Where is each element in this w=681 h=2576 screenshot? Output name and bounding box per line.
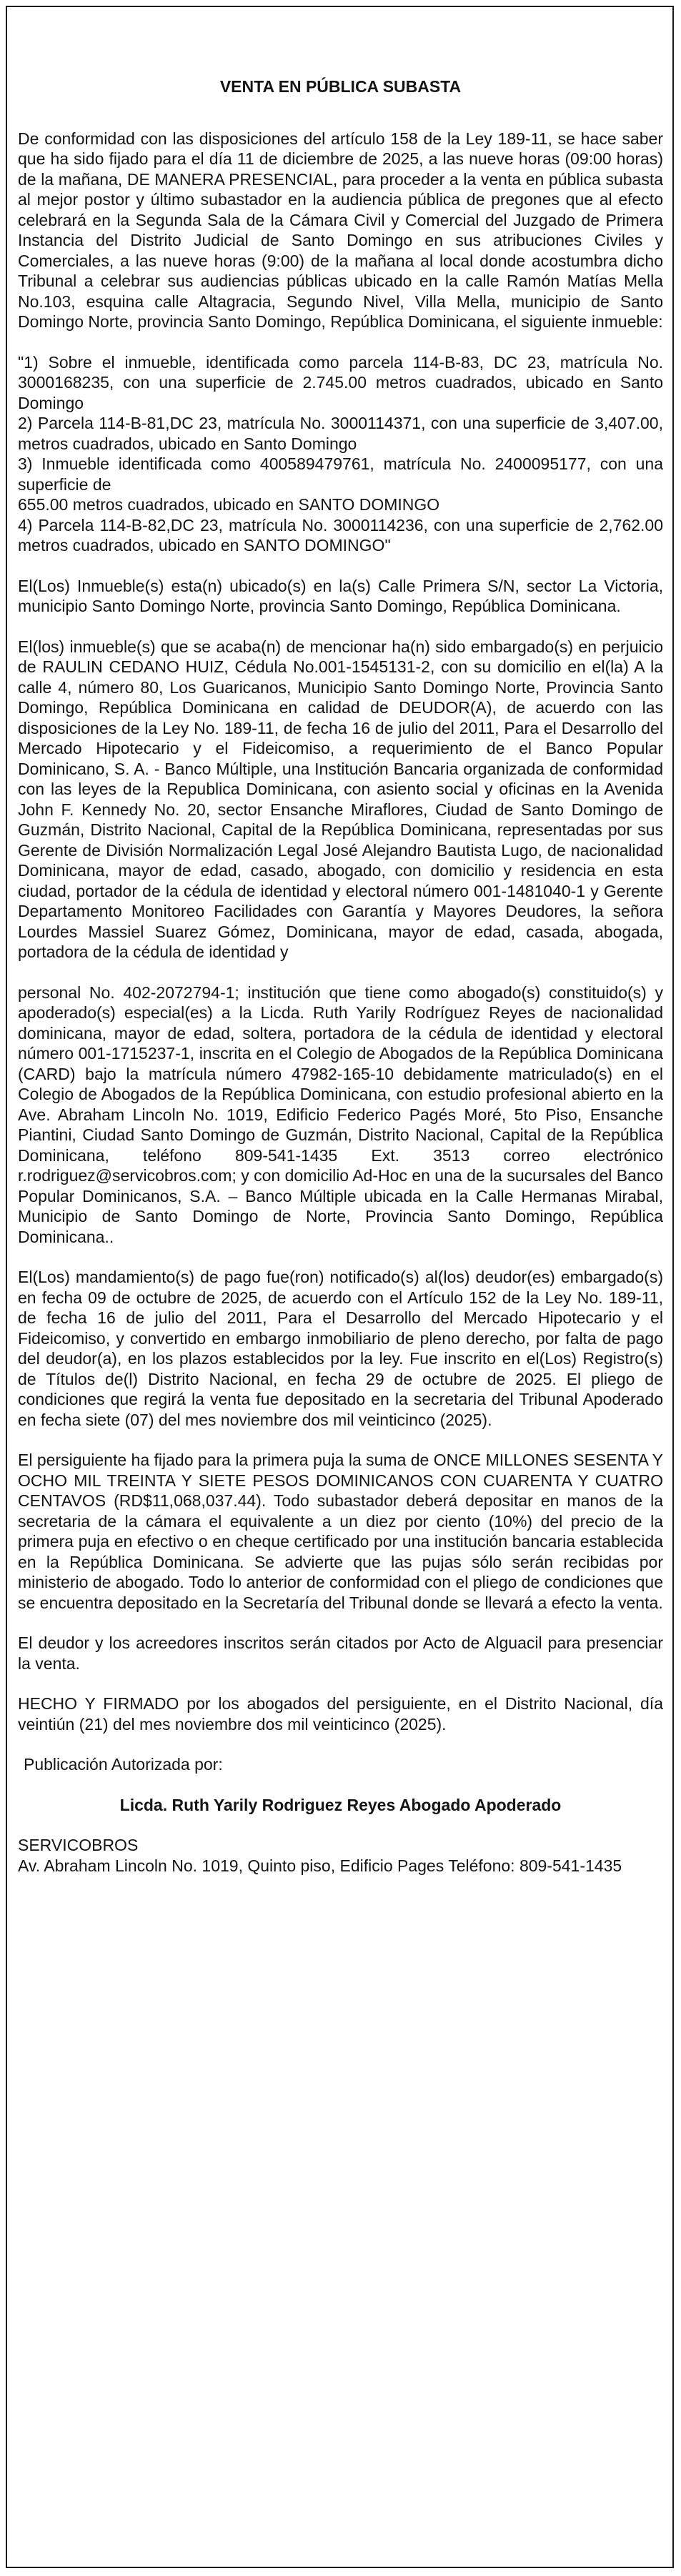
property-item: 655.00 metros cuadrados, ubicado en SANTO DOMINGO xyxy=(18,495,440,514)
notice-body xyxy=(18,76,663,1876)
company-address: Av. Abraham Lincoln No. 1019, Quinto piso, Edificio Pages Teléfono: 809-541-1435 xyxy=(18,1856,622,1875)
location-paragraph: El(Los) Inmueble(s) esta(n) ubicado(s) en la(s) Calle Primera S/N, sector La Victoria, municipio Santo Domingo Norte, provincia Santo Domingo, República Dominicana. xyxy=(18,576,663,615)
property-item: 2) Parcela 114-B-81,DC 23, matrícula No. 3000114371, con una superficie de 3,407.00, metros cuadrados, ubicado en Santo Domingo xyxy=(18,414,663,453)
mandamiento-paragraph: El(Los) mandamiento(s) de pago fue(ron) notificado(s) al(los) deudor(es) embargado(s) en fecha 09 de octubre de 2025, de acuerdo con el Artículo 152 de la Ley No. 189-11, de fecha 16 de julio del 2011, Para el Desarrollo del Mercado Hipotecario y el Fideicomiso, y convertido en embargo inmobiliario de pleno derecho, por falta de pago del deudor(a), en los plazos establecidos por la ley. Fue inscrito en el(Los) Registro(s) de Títulos de(l) Distrito Nacional, en fecha 29 de octubre de 2025. El pliego de condiciones que regirá la venta fue depositado en la secretaria del Tribunal Apoderado en fecha siete (07) del mes noviembre dos mil veinticinco (2025). xyxy=(18,1268,663,1429)
firmado-paragraph: HECHO Y FIRMADO por los abogados del persiguiente, en el Distrito Nacional, día veintiún (21) del mes noviembre dos mil veinticinco (2025). xyxy=(18,1694,663,1734)
company-name: SERVICOBROS xyxy=(18,1836,139,1854)
puja-paragraph: El persiguiente ha fijado para la primera puja la suma de ONCE MILLONES SESENTA Y OCHO MIL TREINTA Y SIETE PESOS DOMINICANOS CON CUARENTA Y CUATRO CENTAVOS (RD$11,068,037.44). Todo subastador deberá depositar en manos de la secretaria de la cámara el equivalente a un diez por ciento (10%) del precio de la primera puja en efectivo o en cheque certificado por una institución bancaria establecida en la República Dominicana. Se advierte que las pujas sólo serán recibidas por ministerio de abogado. Todo lo anterior de conformidad con el pliego de condiciones que se encuentra depositado en la Secretaría del Tribunal donde se llevará a efecto la venta. xyxy=(18,1451,663,1612)
embargo-paragraph: El(los) inmueble(s) que se acaba(n) de mencionar ha(n) sido embargado(s) en perjuicio de RAULIN CEDANO HUIZ, Cédula No.001-1545131-2, con su domicilio en el(la) A la calle 4, número 80, Los Guaricanos, Municipio Santo Domingo Norte, Provincia Santo Domingo, República Dominicana en calidad de DEUDOR(A), de acuerdo con las disposiciones de la Ley No. 189-11, de fecha 16 de julio del 2011, Para el Desarrollo del Mercado Hipotecario y el Fideicomiso, a requerimiento de el Banco Popular Dominicano, S. A. - Banco Múltiple, una Institución Bancaria organizada de conformidad con las leyes de la Republica Dominicana, con asiento social y oficinas en la Avenida John F. Kennedy No. 20, sector Ensanche Miraflores, Ciudad de Santo Domingo de Guzmán, Distrito Nacional, Capital de la República Dominicana, representadas por sus Gerente de División Normalización Legal José Alejandro Bautista Lugo, de nacionalidad Dominicana, mayor de edad, casado, abogado, con domicilio y residencia en esta ciudad, portador de la cédula de identidad y electoral número 001-1481040-1 y Gerente Departamento Monitoreo Facilidades con Garantía y Mayores Deudores, la señora Lourdes Massiel Suarez Gómez, Dominicana, mayor de edad, casada, abogada, portadora de la cédula de identidad y xyxy=(18,637,663,961)
property-item: 3) Inmueble identificada como 400589479761, matrícula No. 2400095177, con una superficie de xyxy=(18,454,663,494)
property-item: "1) Sobre el inmueble, identificada como parcela 114-B-83, DC 23, matrícula No. 3000168235, con una superficie de 2.745.00 metros cuadrados, ubicado en Santo Domingo xyxy=(18,352,663,412)
property-list xyxy=(18,352,663,556)
publicacion-label: Publicación Autorizada por: xyxy=(24,1755,223,1774)
signature-line: Licda. Ruth Yarily Rodriguez Reyes Abogado Apoderado xyxy=(119,1795,562,1814)
intro-paragraph: De conformidad con las disposiciones del artículo 158 de la Ley 189-11, se hace saber que ha sido fijado para el día 11 de diciembre de 2025, a las nueve horas (09:00 horas) de la mañana, DE MANERA PRESENCIAL, para proceder a la venta en pública subasta al mejor postor y último subastador en la audiencia pública de pregones que al efecto celebrará en la Segunda Sala de la Cámara Civil y Comercial del Juzgado de Primera Instancia del Distrito Judicial de Santo Domingo en sus atribuciones Civiles y Comerciales, a las nueve horas (9:00) de la mañana al local donde acostumbra dicho Tribunal a celebrar sus audiencias públicas ubicado en la calle Ramón Matías Mella No.103, esquina calle Altagracia, Segundo Nivel, Villa Mella, municipio de Santo Domingo Norte, provincia Santo Domingo, República Dominicana, el siguiente inmueble: xyxy=(18,129,663,331)
citados-paragraph: El deudor y los acreedores inscritos serán citados por Acto de Alguacil para presenciar la venta. xyxy=(18,1633,663,1673)
lawyer-paragraph: personal No. 402-2072794-1; institución que tiene como abogado(s) constituido(s) y apoderado(s) especial(es) a la Licda. Ruth Yarily Rodríguez Reyes de nacionalidad dominicana, mayor de edad, soltera, portadora de la cédula de identidad y electoral número 001-1715237-1, inscrita en el Colegio de Abogados de la República Dominicana (CARD) bajo la matrícula número 47982-165-10 debidamente matriculado(s) en el Colegio de Abogados de la República Dominicana, con estudio profesional abierto en la Ave. Abraham Lincoln No. 1019, Edificio Federico Pagés Moré, 5to Piso, Ensanche Piantini, Ciudad Santo Domingo de Guzmán, Distrito Nacional, Capital de la República Dominicana, teléfono 809-541-1435 Ext. 3513 correo electrónico r.rodriguez@servicobros.com; y con domicilio Ad-Hoc en una de la sucursales del Banco Popular Dominicanos, S.A. – Banco Múltiple ubicada en la Calle Hermanas Mirabal, Municipio de Santo Domingo de Norte, Provincia Santo Domingo, República Dominicana.. xyxy=(18,983,663,1246)
property-item: 4) Parcela 114-B-82,DC 23, matrícula No. 3000114236, con una superficie de 2,762.00 metros cuadrados, ubicado en SANTO DOMINGO" xyxy=(18,515,663,555)
notice-title: VENTA EN PÚBLICA SUBASTA xyxy=(219,77,462,96)
